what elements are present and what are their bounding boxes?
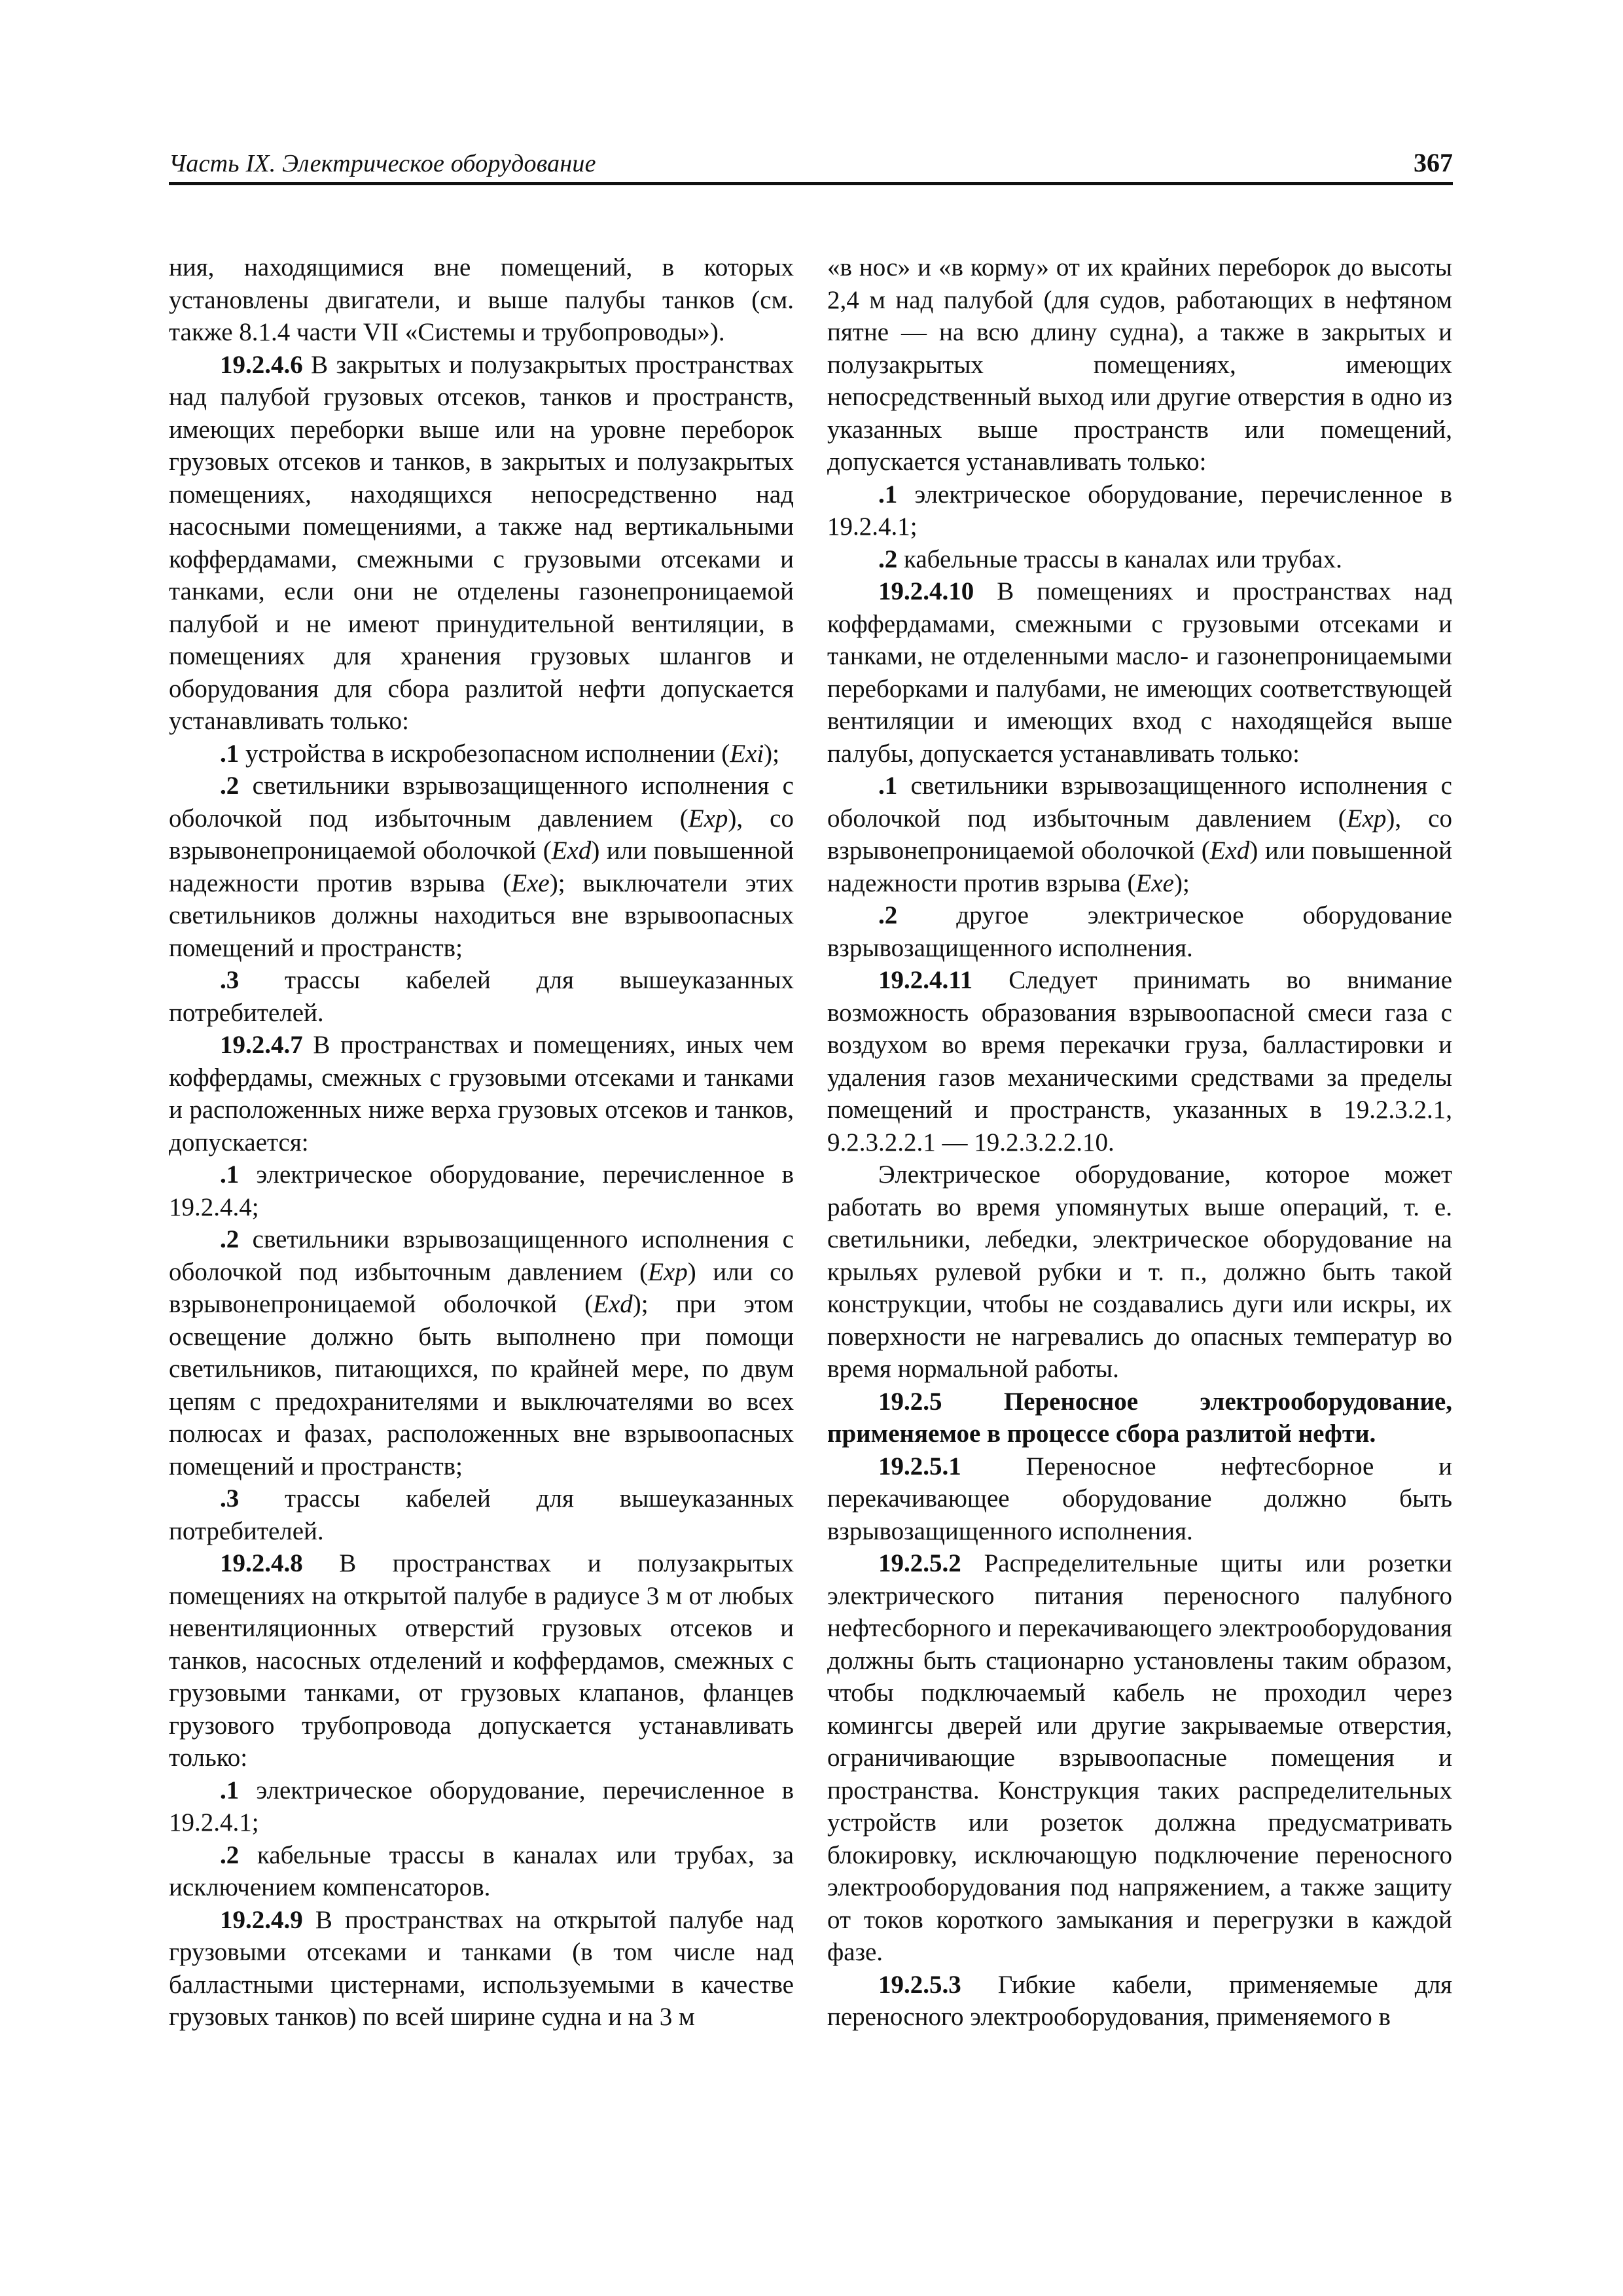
paragraph-text: светильники взрывозащищенного исполнения с оболочкой под избыточным давлением (: [169, 1225, 794, 1286]
designation: Exe: [1135, 869, 1174, 897]
designation: Exe: [511, 869, 550, 897]
list-item: [169, 964, 794, 1029]
designation: Exp: [688, 804, 728, 833]
paragraph: [169, 1029, 794, 1158]
paragraph-text: кабельные трассы в каналах или трубах, за исключением компенсаторов.: [169, 1840, 794, 1901]
paragraph-text: Гибкие кабели, применяемые для переносного электрооборудования, применяемого в: [827, 1970, 1452, 2031]
header-title: Часть IX. Электрическое оборудование: [169, 150, 596, 177]
designation: Exd: [1209, 836, 1250, 865]
item-number: .2: [878, 901, 898, 929]
paragraph-text: Распределительные щиты или розетки электрического питания переносного палубного нефтесборного и перекачивающего электрооборудования должны быть стационарно установлены таким образом, чтобы подключаемый кабель не проходил через комингсы дверей или другие закрываемые отверстия, ограничивающие взрывоопасные помещения и пространства. Конструкция таких распределительных устройств или розеток должна предусматривать блокировку, исключающую подключение переносного электрооборудования под напряжением, а также защиту от токов короткого замыкания и перегрузки в каждой фазе.: [827, 1549, 1452, 1966]
clause-number: 19.2.4.8: [220, 1549, 303, 1577]
paragraph: Электрическое оборудование, которое может работать во время упомянутых выше операций, т. е. светильники, лебедки, электрическое оборудование на крыльях рулевой рубки и т. п., должно быть такой конструкции, чтобы не создавались дуги или искры, их поверхности не нагревались до опасных температур во время нормальной работы.: [827, 1160, 1452, 1383]
list-item: [827, 770, 1452, 899]
page-header: [169, 141, 1453, 185]
list-item: [169, 770, 794, 964]
designation: Exd: [551, 836, 592, 865]
paragraph-text: электрическое оборудование, перечисленное в 19.2.4.4;: [169, 1160, 794, 1221]
left-column: [169, 251, 794, 2189]
paragraph: ния, находящимися вне помещений, в которых установлены двигатели, и выше палубы танков (см. также 8.1.4 части VII «Системы и трубопроводы»).: [169, 253, 794, 346]
paragraph-text: устройства в искробезопасном исполнении (: [239, 739, 730, 768]
list-item: [827, 478, 1452, 543]
paragraph-text: электрическое оборудование, перечисленное в 19.2.4.1;: [827, 480, 1452, 541]
page-number: 367: [1414, 148, 1453, 177]
paragraph-text: В помещениях и пространствах над коффердамами, смежными с грузовыми отсеками и танками, не отделенными масло- и газонепроницаемыми переборками и палубами, не имеющих соответствующей вентиляции и имеющих вход с находящейся выше палубы, допускается устанавливать только:: [827, 577, 1452, 768]
item-number: .1: [220, 739, 240, 768]
paragraph-text: кабельные трассы в каналах или трубах.: [897, 545, 1342, 573]
paragraph-text: светильники взрывозащищенного исполнения с оболочкой под избыточным давлением (: [827, 772, 1452, 833]
paragraph-text: );: [764, 739, 779, 768]
item-number: .3: [220, 1484, 240, 1513]
item-number: .3: [220, 966, 240, 994]
paragraph-text: ) или со взрывонепроницаемой оболочкой (: [169, 1257, 794, 1318]
item-number: .1: [878, 772, 898, 800]
paragraph-text: В пространствах и полузакрытых помещениях на открытой палубе в радиусе 3 м от любых невентиляционных отверстий грузовых отсеков и танков, насосных отделений и коффердамов, смежных с грузовыми танками, от грузовых клапанов, фланцев грузового трубопровода допускается устанавливать только:: [169, 1549, 794, 1772]
paragraph-text: ) или повышенной надежности против взрыва (: [827, 836, 1452, 897]
paragraph: [827, 575, 1452, 770]
paragraph: [827, 1450, 1452, 1548]
item-number: .2: [220, 1840, 240, 1869]
paragraph: [827, 1969, 1452, 2034]
list-item: [827, 543, 1452, 576]
designation: Exi: [730, 739, 764, 768]
list-item: [169, 1774, 794, 1839]
paragraph-text: светильники взрывозащищенного исполнения с оболочкой под избыточным давлением (: [169, 772, 794, 833]
list-item: [169, 1482, 794, 1547]
item-number: .1: [220, 1160, 240, 1189]
paragraph-text: трассы кабелей для вышеуказанных потребителей.: [169, 1484, 794, 1545]
paragraph-text: электрическое оборудование, перечисленное в 19.2.4.1;: [169, 1776, 794, 1837]
section-heading: 19.2.5 Переносное электрооборудование, применяемое в процессе сбора разлитой нефти.: [827, 1387, 1452, 1448]
paragraph-text: ), со взрывонепроницаемой оболочкой (: [169, 804, 794, 865]
paragraph: [169, 349, 794, 738]
paragraph-text: Следует принимать во внимание возможность образования взрывоопасной смеси газа с воздухом во время перекачки груза, балластировки и удаления газов механическими средствами за пределы помещений и пространств, указанных в 19.2.3.2.1, 9.2.3.2.2.1 — 19.2.3.2.2.10.: [827, 966, 1452, 1157]
clause-number: 19.2.4.11: [878, 966, 973, 994]
item-number: .2: [220, 772, 240, 800]
designation: Exp: [1346, 804, 1387, 833]
paragraph: [827, 964, 1452, 1158]
designation: Exd: [593, 1290, 633, 1318]
paragraph-text: );: [1173, 869, 1190, 897]
paragraph-text: В закрытых и полузакрытых пространствах над палубой грузовых отсеков, танков и пространств, имеющих переборки выше или на уровне переборок грузовых отсеков и танков, в закрытых и полузакрытых помещениях, находящихся непосредственно над насосными помещениями, а также над вертикальными коффердамами, смежными с грузовыми отсеками и танками, если они не отделены газонепроницаемой палубой и не имеют принудительной вентиляции, в помещениях для хранения грузовых шлангов и оборудования для сбора разлитой нефти допускается устанавливать только:: [169, 350, 794, 735]
item-number: .1: [878, 480, 898, 509]
right-column: [827, 251, 1452, 2189]
clause-number: 19.2.5.1: [878, 1452, 961, 1480]
list-item: [169, 1223, 794, 1482]
paragraph: [169, 1904, 794, 2034]
clause-number: 19.2.5.3: [878, 1970, 961, 1999]
paragraph-text: ); выключатели этих светильников должны находиться вне взрывоопасных помещений и пространств;: [169, 869, 794, 962]
clause-number: 19.2.4.6: [220, 350, 303, 379]
paragraph-text: трассы кабелей для вышеуказанных потребителей.: [169, 966, 794, 1027]
clause-number: 19.2.5.2: [878, 1549, 961, 1577]
paragraph-text: В пространствах на открытой палубе над грузовыми отсеками и танками (в том числе над балластными цистернами, используемыми в качестве грузовых танков) по всей ширине судна и на 3 м: [169, 1905, 794, 2031]
paragraph: [827, 1547, 1452, 1969]
paragraph-text: В пространствах и помещениях, иных чем коффердамы, смежных с грузовыми отсеками и танками и расположенных ниже верха грузовых отсеков и танков, допускается:: [169, 1031, 794, 1157]
paragraph-text: ); при этом освещение должно быть выполнено при помощи светильников, питающихся, по крайней мере, по двум цепям с предохранителями и выключателями во всех полюсах и фазах, расположенных вне взрывоопасных помещений и пространств;: [169, 1290, 794, 1480]
paragraph-text: ) или повышенной надежности против взрыва (: [169, 836, 794, 897]
designation: Exp: [648, 1257, 688, 1286]
paragraph: [169, 1547, 794, 1774]
list-item: [169, 1158, 794, 1223]
clause-number: 19.2.4.10: [878, 577, 974, 605]
clause-number: 19.2.4.9: [220, 1905, 303, 1934]
paragraph-text: Переносное нефтесборное и перекачивающее оборудование должно быть взрывозащищенного исполнения.: [827, 1452, 1452, 1545]
paragraph: «в нос» и «в корму» от их крайних переборок до высоты 2,4 м над палубой (для судов, работающих в нефтяном пятне — на всю длину судна), а также в закрытых и полузакрытых помещениях, имеющих непосредственный выход или другие отверстия в одно из указанных выше пространств или помещений, допускается устанавливать только:: [827, 253, 1452, 476]
list-item: [169, 738, 794, 770]
item-number: .2: [220, 1225, 240, 1253]
list-item: [169, 1839, 794, 1904]
list-item: [827, 899, 1452, 964]
clause-number: 19.2.4.7: [220, 1031, 303, 1059]
paragraph-text: ), со взрывонепроницаемой оболочкой (: [827, 804, 1452, 865]
paragraph-text: другое электрическое оборудование взрывозащищенного исполнения.: [827, 901, 1452, 962]
item-number: .2: [878, 545, 898, 573]
item-number: .1: [220, 1776, 240, 1804]
